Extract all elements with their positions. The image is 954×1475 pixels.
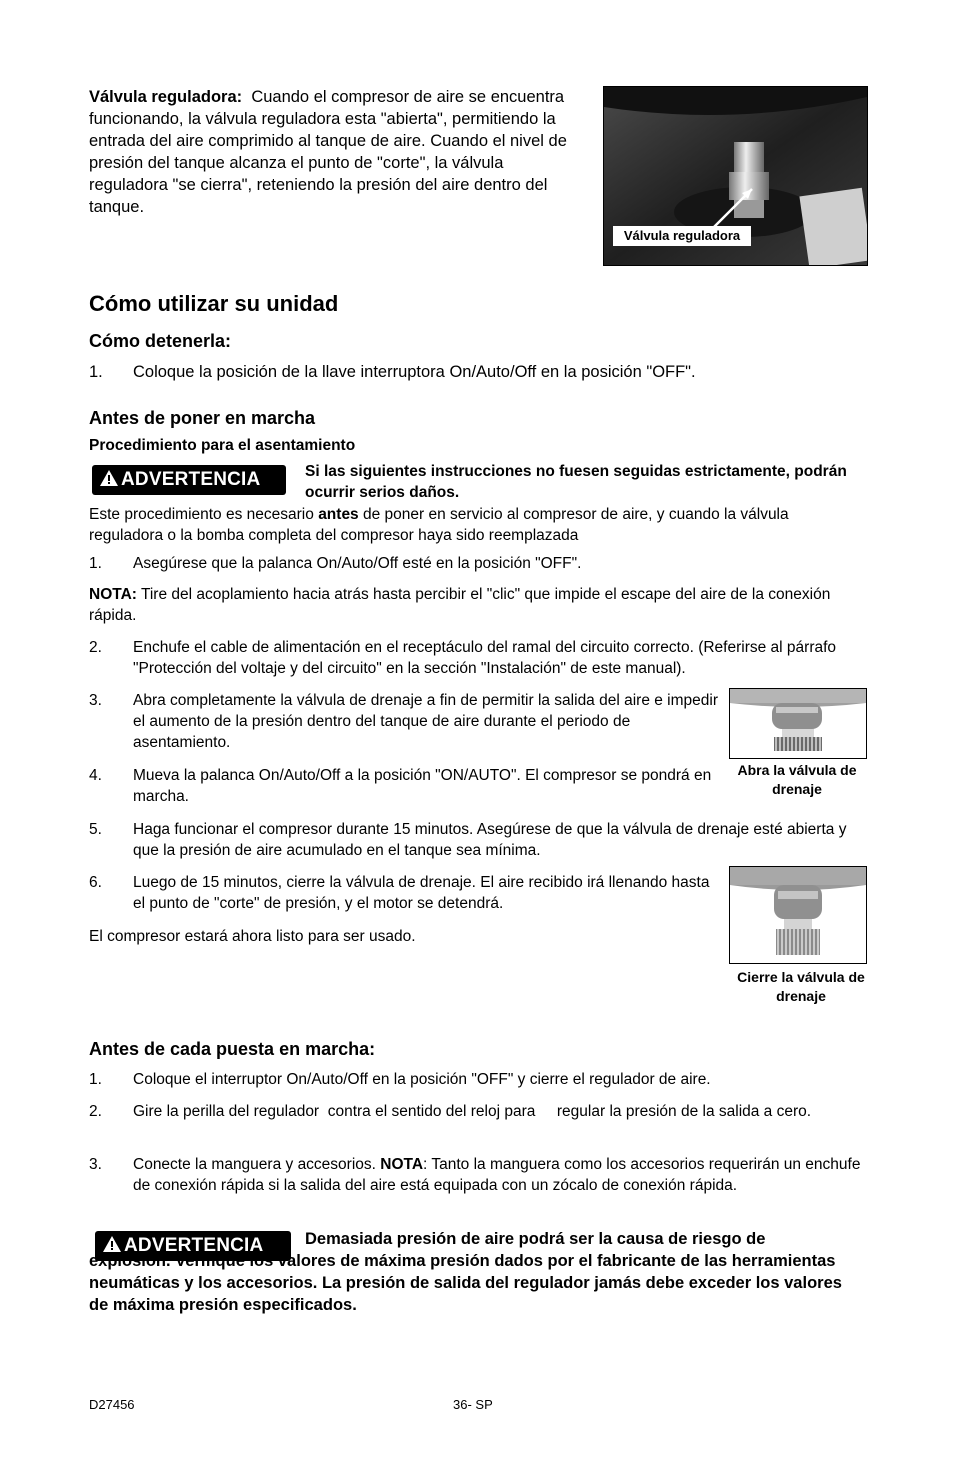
procedure-bold: antes — [318, 506, 359, 523]
drain-close-photo — [729, 866, 867, 964]
step-num: 2. — [89, 639, 102, 656]
procedure-paragraph — [89, 504, 859, 546]
doc-code: D27456 — [89, 1397, 135, 1412]
photo-top-caption: Válvula reguladora — [623, 228, 741, 243]
intro-paragraph — [89, 86, 574, 218]
step3-text-a: Conecte la manguera y accesorios. — [133, 1156, 376, 1173]
step-text: Haga funcionar el compresor durante 15 minutos. Asegúrese de que la válvula de drenaje esté abierta y que la presión de aire acumulado en el tanque sea mínima. — [133, 821, 847, 859]
intro-label: Válvula reguladora: — [89, 88, 243, 106]
step-num: 1. — [89, 555, 102, 572]
step-text: Abra completamente la válvula de drenaje a fin de permitir la salida del aire e impedir el aumento de la presión dentro del tanque de aire durante el periodo de asentamiento. — [133, 692, 719, 751]
step3-text-b: : Tanto la manguera como los accesorios requerirán un enchufe de conexión rápida si la salida del aire está equipada con un zócalo de conexión rápida. — [133, 1156, 861, 1194]
step-text: Gire la perilla del regulador contra el sentido del reloj para regular la presión de la salida a cero. — [133, 1103, 812, 1120]
step-text: Asegúrese que la palanca On/Auto/Off esté en la posición "OFF". — [133, 555, 582, 572]
intro-text: Cuando el compresor de aire se encuentra funcionando, la válvula reguladora esta "abierta", permitiendo la entrada del aire comprimido al tanque de aire. Cuando el nivel de presión del tanque alcanza el punto de "corte", la válvula reguladora "se cierra", reteniendo la presión del aire dentro del tanque. — [89, 88, 567, 216]
drain-open-caption: Abra la válvula de drenaje — [737, 762, 857, 797]
stop-step-num: 1. — [89, 363, 103, 381]
step-text: Coloque el interruptor On/Auto/Off en la posición "OFF" y cierre el regulador de aire. — [133, 1071, 711, 1088]
stop-step-text: Coloque la posición de la llave interruptora On/Auto/Off en la posición "OFF". — [133, 363, 696, 381]
step-text: Enchufe el cable de alimentación en el receptáculo del ramal del circuito correcto. (Referirse al párrafo "Protección del voltaje y del circuito" en la sección "Instalación" de este manual). — [133, 639, 837, 677]
step-text — [133, 1154, 865, 1196]
before-start-heading: Antes de poner en marcha — [89, 408, 316, 428]
warning-triangle-icon — [100, 466, 118, 496]
stop-heading: Cómo detenerla: — [89, 331, 232, 351]
step-num: 5. — [89, 821, 102, 838]
step-num: 4. — [89, 767, 102, 784]
note-paragraph — [89, 584, 864, 626]
warning-text: Si las siguientes instrucciones no fuesen seguidas estrictamente, podrán ocurrir serios daños. — [305, 463, 847, 501]
drain-open-photo — [729, 688, 867, 759]
regulator-valve-photo — [603, 86, 868, 266]
pressure-warning-body: Demasiada presión de aire podrá ser la causa de riesgo de explosión. Verifique los valores de máxima presión dados por el fabricante de las herramientas neumáticas y los accesorios. La presión de salida del regulador jamás debe exceder los valores de máxima presión especificados. — [89, 1230, 842, 1314]
step-num: 6. — [89, 874, 102, 891]
procedure-text-a: Este procedimiento es necesario — [89, 506, 314, 523]
page-number: 36- SP — [453, 1397, 493, 1412]
step3-bold: NOTA — [380, 1156, 424, 1173]
pressure-warning-text — [89, 1228, 849, 1316]
each-start-heading: Antes de cada puesta en marcha: — [89, 1039, 376, 1059]
note-label: NOTA: — [89, 586, 137, 603]
procedure-text-b: de poner en servicio al compresor de aire, y cuando la válvula reguladora o la bomba completa del compresor haya sido reemplazada — [89, 506, 789, 544]
step-num: 2. — [89, 1103, 102, 1120]
break-in-subheading: Procedimiento para el asentamiento — [89, 437, 356, 454]
warning-label: ADVERTENCIA — [124, 1235, 264, 1256]
step-text: Mueva la palanca On/Auto/Off a la posición "ON/AUTO". El compresor se pondrá en marcha. — [133, 767, 712, 805]
step-num: 1. — [89, 1071, 102, 1088]
note-text: Tire del acoplamiento hacia atrás hasta percibir el "clic" que impide el escape del aire de la conexión rápida. — [89, 586, 831, 624]
step-text: Luego de 15 minutos, cierre la válvula de drenaje. El aire recibido irá llenando hasta el punto de "corte" de presión, y el motor se detendrá. — [133, 874, 710, 912]
warning-badge — [92, 465, 286, 495]
warning-label: ADVERTENCIA — [121, 469, 261, 490]
drain-close-caption: Cierre la válvula de drenaje — [737, 969, 865, 1004]
page-title: Cómo utilizar su unidad — [89, 291, 339, 316]
step-num: 3. — [89, 1156, 102, 1173]
drain-valve-close-illustration — [730, 867, 866, 963]
step-num: 3. — [89, 692, 102, 709]
ready-text: El compresor estará ahora listo para ser usado. — [89, 928, 416, 945]
drain-valve-open-illustration — [730, 689, 866, 758]
